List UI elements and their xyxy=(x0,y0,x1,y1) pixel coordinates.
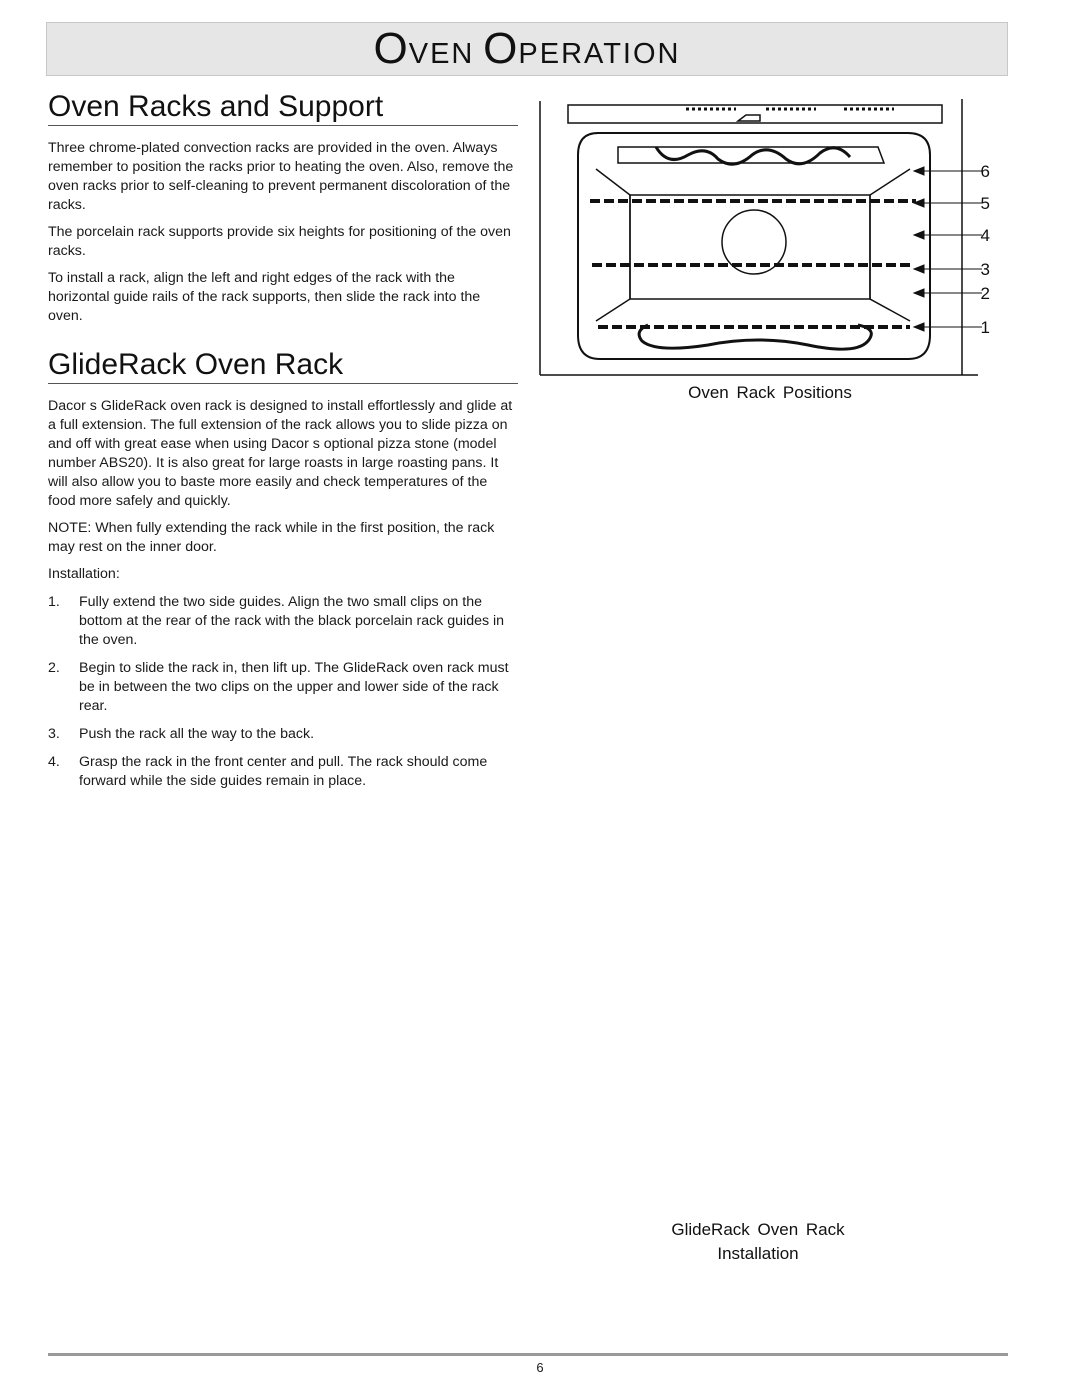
section-title-gliderack: GlideRack Oven Rack xyxy=(48,348,518,384)
header-title-word-2: PERATION xyxy=(518,38,681,70)
step-text: Fully extend the two side guides. Align the two small clips on the bottom at the rear of the rack with the black porcelain rack guides in the oven. xyxy=(79,594,505,648)
step-number: 2. xyxy=(48,660,60,676)
step-item xyxy=(48,593,518,650)
position-label-3: 3 xyxy=(980,260,990,279)
step-number: 4. xyxy=(48,754,60,770)
oven-light-icon xyxy=(738,115,760,121)
caption-line: GlideRack Oven Rack xyxy=(671,1220,845,1239)
step-number: 1. xyxy=(48,594,60,610)
arrow-icon xyxy=(914,289,924,297)
paragraph: To install a rack, align the left and right edges of the rack with the horizontal guide rails of the rack supports, then slide the rack into the oven. xyxy=(48,270,481,324)
position-label-1: 1 xyxy=(980,318,990,337)
header-title-initial-1: O xyxy=(373,24,409,73)
paragraph: The porcelain rack supports provide six heights for positioning of the oven racks. xyxy=(48,224,511,259)
position-label-5: 5 xyxy=(980,194,990,213)
installation-steps xyxy=(48,593,518,791)
broil-element xyxy=(656,147,850,164)
left-side-wall xyxy=(596,169,630,321)
figure-caption-gliderack-installation xyxy=(620,1218,896,1266)
step-item xyxy=(48,659,518,716)
caption-line: Installation xyxy=(717,1244,799,1263)
position-label-4: 4 xyxy=(980,226,990,245)
position-label-2: 2 xyxy=(980,284,990,303)
step-text: Push the rack all the way to the back. xyxy=(79,726,315,742)
arrow-icon xyxy=(914,231,924,239)
footer-rule xyxy=(48,1353,1008,1356)
step-item xyxy=(48,753,518,791)
paragraph: Installation: xyxy=(48,566,120,582)
header-title-word-1: VEN xyxy=(408,38,475,70)
page-header xyxy=(46,22,1008,76)
figure-caption-rack-positions: Oven Rack Positions xyxy=(688,383,852,402)
step-text: Begin to slide the rack in, then lift up. The GlideRack oven rack must be in between the two clips on the upper and lower side of the rack rear. xyxy=(79,660,509,714)
section-title-oven-racks: Oven Racks and Support xyxy=(48,90,518,126)
page-number: 6 xyxy=(536,1360,544,1375)
arrow-icon xyxy=(914,323,924,331)
position-label-6: 6 xyxy=(980,162,990,181)
header-title xyxy=(373,24,681,73)
step-text: Grasp the rack in the front center and pull. The rack should come forward while the side guides remain in place. xyxy=(79,754,488,789)
paragraph: NOTE: When fully extending the rack while in the first position, the rack may rest on the inner door. xyxy=(48,520,495,555)
arrow-icon xyxy=(914,167,924,175)
paragraph: Dacor s GlideRack oven rack is designed to install effortlessly and glide at a full extension. The full extension of the rack allows you to slide pizza on and off with great ease when using Dacor s optional pizza stone (model number ABS20). It is also great for large roasts in large roasting pans. It will also allow you to baste more easily and check temperatures of the food more safely and quickly. xyxy=(48,398,513,509)
step-item xyxy=(48,725,518,744)
paragraph: Three chrome-plated convection racks are provided in the oven. Always remember to position the racks prior to heating the oven. Also, remove the oven racks prior to self-cleaning to prevent permanent discoloration of the racks. xyxy=(48,140,514,213)
right-side-wall xyxy=(870,169,910,321)
step-number: 3. xyxy=(48,726,60,742)
left-column xyxy=(48,90,518,800)
arrow-icon xyxy=(914,265,924,273)
header-title-initial-2: O xyxy=(483,24,519,73)
oven-rack-diagram xyxy=(538,97,988,377)
